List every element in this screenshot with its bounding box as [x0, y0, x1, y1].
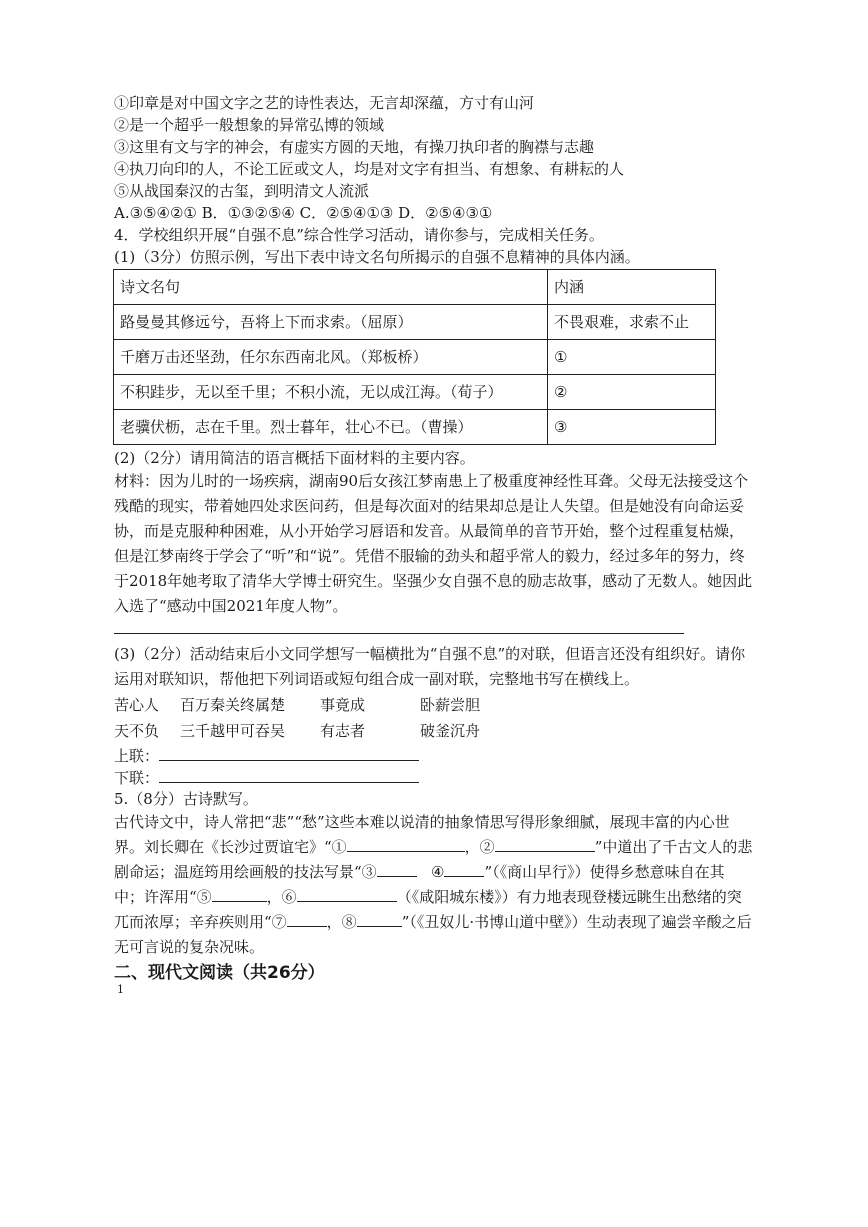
table-cell: 不畏艰难，求索不止 — [548, 305, 716, 340]
lower-couplet — [114, 766, 754, 788]
blank-7[interactable] — [287, 912, 327, 927]
question-5-title: 5.（8分）古诗默写。 — [114, 790, 258, 808]
upper-couplet-blank[interactable] — [159, 744, 419, 761]
option-5: ⑤从战国秦汉的古玺，到明清文人流派 — [114, 182, 370, 200]
q5-text-segment: ，② — [464, 838, 495, 856]
q5-text-segment: ”（《商山早行》）使得乡愁意味自在其中；许浑用“⑤ — [114, 863, 725, 906]
word-item: 有志者 — [320, 722, 366, 740]
table-cell: 不积跬步，无以至千里；不积小流，无以成江海。（荀子） — [114, 375, 548, 410]
table-header-cell: 诗文名句 — [114, 270, 548, 305]
lower-couplet-label: 下联： — [114, 769, 160, 787]
lower-couplet-blank[interactable] — [159, 766, 419, 783]
q5-text-segment: ④ — [430, 863, 445, 881]
word-item: 百万秦关终属楚 — [180, 696, 286, 714]
upper-couplet — [114, 744, 754, 766]
section-heading: 二、现代文阅读（共26分） — [114, 963, 325, 983]
q5-text-segment: ”（《丑奴儿·书博山道中壁》）生动表现了遍尝辛酸之后无可言说的复杂况味。 — [114, 913, 752, 956]
question-4-part-2: (2)（2分）请用简洁的语言概括下面材料的主要内容。 — [114, 449, 475, 467]
question-4-part-1: (1)（3分）仿照示例，写出下表中诗文名句所揭示的自强不息精神的具体内涵。 — [114, 248, 640, 266]
table-row — [114, 410, 716, 445]
question-5-text — [114, 810, 754, 960]
table-row — [114, 340, 716, 375]
page-number: 1 — [117, 983, 124, 996]
question-4-title: 4．学校组织开展“自强不息”综合性学习活动，请你参与，完成相关任务。 — [114, 226, 604, 244]
question-4-part-3: (3)（2分）活动结束后小文同学想写一幅横批为“自强不息”的对联，但语言还没有组织好。请你运用对联知识，帮他把下列词语或短句组合成一副对联，完整地书写在横线上。 — [114, 645, 746, 688]
material-text: 材料：因为儿时的一场疾病，湖南90后女孩江梦南患上了极重度神经性耳聋。父母无法接受这个残酷的现实，带着她四处求医问药，但是每次面对的结果却总是让人失望。但是她没有向命运妥协，而是克服种种困难，从小开始学习唇语和发音。从最简单的音节开始，整个过程重复枯燥，但是江梦南终于学会了“听”和“说”。凭借不服输的劲头和超乎常人的毅力，经过多年的努力，终于2018年她考取了清华大学博士研究生。坚强少女自强不息的励志故事，感动了无数人。她因此入选了“感动中国2021年度人物”。 — [114, 472, 753, 615]
table-header-cell: 内涵 — [548, 270, 716, 305]
q5-text-segment: （《咸阳城东楼》）有力地表现登楼远眺生出愁绪的突兀而浓厚；辛弃疾则用“⑦ — [114, 888, 742, 931]
word-row-2 — [114, 718, 754, 744]
blank-8[interactable] — [357, 912, 402, 927]
table-row — [114, 375, 716, 410]
word-item: 天不负 — [114, 722, 160, 740]
blank-1[interactable] — [347, 837, 465, 852]
word-item: 卧薪尝胆 — [420, 696, 481, 714]
option-3: ③这里有文与字的神会，有虚实方圆的天地，有操刀执印者的胸襟与志趣 — [114, 138, 595, 156]
word-row-1 — [114, 692, 754, 718]
blank-5[interactable] — [212, 887, 267, 902]
blank-2[interactable] — [495, 837, 595, 852]
upper-couplet-label: 上联： — [114, 747, 160, 765]
table-row — [114, 305, 716, 340]
table-cell: 老骥伏枥，志在千里。烈士暮年，壮心不已。（曹操） — [114, 410, 548, 445]
word-item: 事竟成 — [320, 696, 366, 714]
table-header-row — [114, 270, 716, 305]
table-cell: 千磨万击还坚劲，任尔东西南北风。（郑板桥） — [114, 340, 548, 375]
word-item: 破釜沉舟 — [420, 722, 481, 740]
answer-line[interactable] — [114, 623, 684, 634]
blank-3[interactable] — [377, 862, 417, 877]
blank-6[interactable] — [297, 887, 397, 902]
blank-4[interactable] — [444, 862, 484, 877]
word-item: 苦心人 — [114, 696, 160, 714]
option-2: ②是一个超乎一般想象的异常弘博的领域 — [114, 116, 385, 134]
table-cell: 路曼曼其修远兮，吾将上下而求索。（屈原） — [114, 305, 548, 340]
option-4: ④执刀向印的人，不论工匠或文人，均是对文字有担当、有想象、有耕耘的人 — [114, 160, 625, 178]
exam-page — [114, 92, 754, 984]
table-cell: ② — [548, 375, 716, 410]
word-item: 三千越甲可吞吴 — [180, 722, 286, 740]
answer-choices: A.③⑤④②① B．①③②⑤④ C．②⑤④①③ D．②⑤④③① — [114, 204, 493, 222]
table-cell: ③ — [548, 410, 716, 445]
option-1: ①印章是对中国文字之艺的诗性表达，无言却深蕴，方寸有山河 — [114, 94, 535, 112]
q5-text-segment: 古代诗文中，诗人常把“悲”“愁”这些本难以说清的抽象情思写得形象细腻，展现丰富的内心世界。刘长卿在《长沙过贾谊宅》“① — [114, 813, 730, 856]
q5-text-segment: ，⑧ — [326, 913, 357, 931]
table-cell: ① — [548, 340, 716, 375]
q5-text-segment: ，⑥ — [266, 888, 297, 906]
q5-text-segment: ”中道出了千古文人的悲剧命运；温庭筠用绘画般的技法写景“③ — [114, 838, 753, 881]
poem-table — [113, 269, 716, 445]
